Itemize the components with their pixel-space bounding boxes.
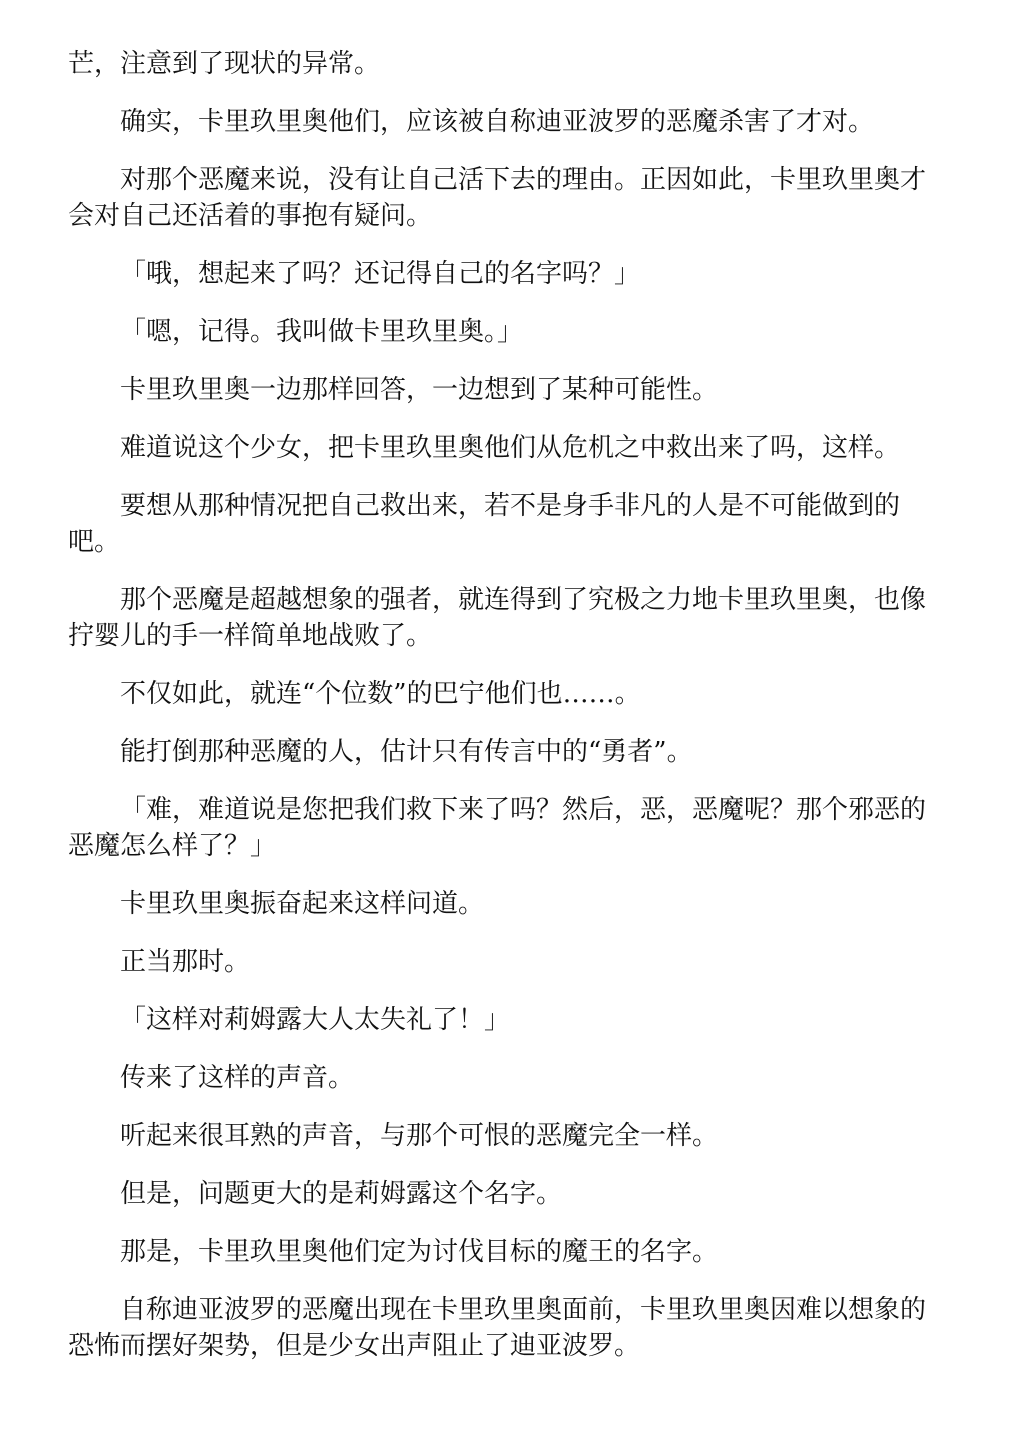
paragraph: 芒，注意到了现状的异常。 xyxy=(68,49,381,79)
paragraph: 「嗯，记得。我叫做卡里玖里奥。」 xyxy=(120,317,524,347)
paragraph: 自称迪亚波罗的恶魔出现在卡里玖里奥面前，卡里玖里奥因难以想象的恐怖而摆好架势，但是少女出声阻止了迪亚波罗。 xyxy=(68,1295,927,1361)
paragraph: 那是，卡里玖里奥他们定为讨伐目标的魔王的名字。 xyxy=(120,1237,719,1267)
paragraph: 卡里玖里奥振奋起来这样问道。 xyxy=(120,889,485,919)
paragraph: 传来了这样的声音。 xyxy=(120,1063,355,1093)
paragraph: 对那个恶魔来说，没有让自己活下去的理由。正因如此，卡里玖里奥才会对自己还活着的事抱有疑问。 xyxy=(68,165,927,231)
paragraph: 能打倒那种恶魔的人，估计只有传言中的“勇者”。 xyxy=(120,737,693,767)
paragraph: 但是，问题更大的是莉姆露这个名字。 xyxy=(120,1179,563,1209)
paragraph: 「这样对莉姆露大人太失礼了！」 xyxy=(120,1005,511,1035)
paragraph: 「哦，想起来了吗？还记得自己的名字吗？」 xyxy=(120,259,641,289)
paragraph: 「难，难道说是您把我们救下来了吗？然后，恶，恶魔呢？那个邪恶的恶魔怎么样了？」 xyxy=(68,795,927,861)
paragraph: 那个恶魔是超越想象的强者，就连得到了究极之力地卡里玖里奥，也像拧婴儿的手一样简单地战败了。 xyxy=(68,585,927,651)
paragraph: 卡里玖里奥一边那样回答，一边想到了某种可能性。 xyxy=(120,375,719,405)
paragraph: 正当那时。 xyxy=(120,947,251,977)
paragraph: 难道说这个少女，把卡里玖里奥他们从危机之中救出来了吗，这样。 xyxy=(120,433,901,463)
paragraph: 确实，卡里玖里奥他们，应该被自称迪亚波罗的恶魔杀害了才对。 xyxy=(120,107,875,137)
paragraph: 听起来很耳熟的声音，与那个可恨的恶魔完全一样。 xyxy=(120,1121,719,1151)
paragraph: 不仅如此，就连“个位数”的巴宁他们也……。 xyxy=(120,679,641,709)
paragraph: 要想从那种情况把自己救出来，若不是身手非凡的人是不可能做到的吧。 xyxy=(68,491,901,557)
